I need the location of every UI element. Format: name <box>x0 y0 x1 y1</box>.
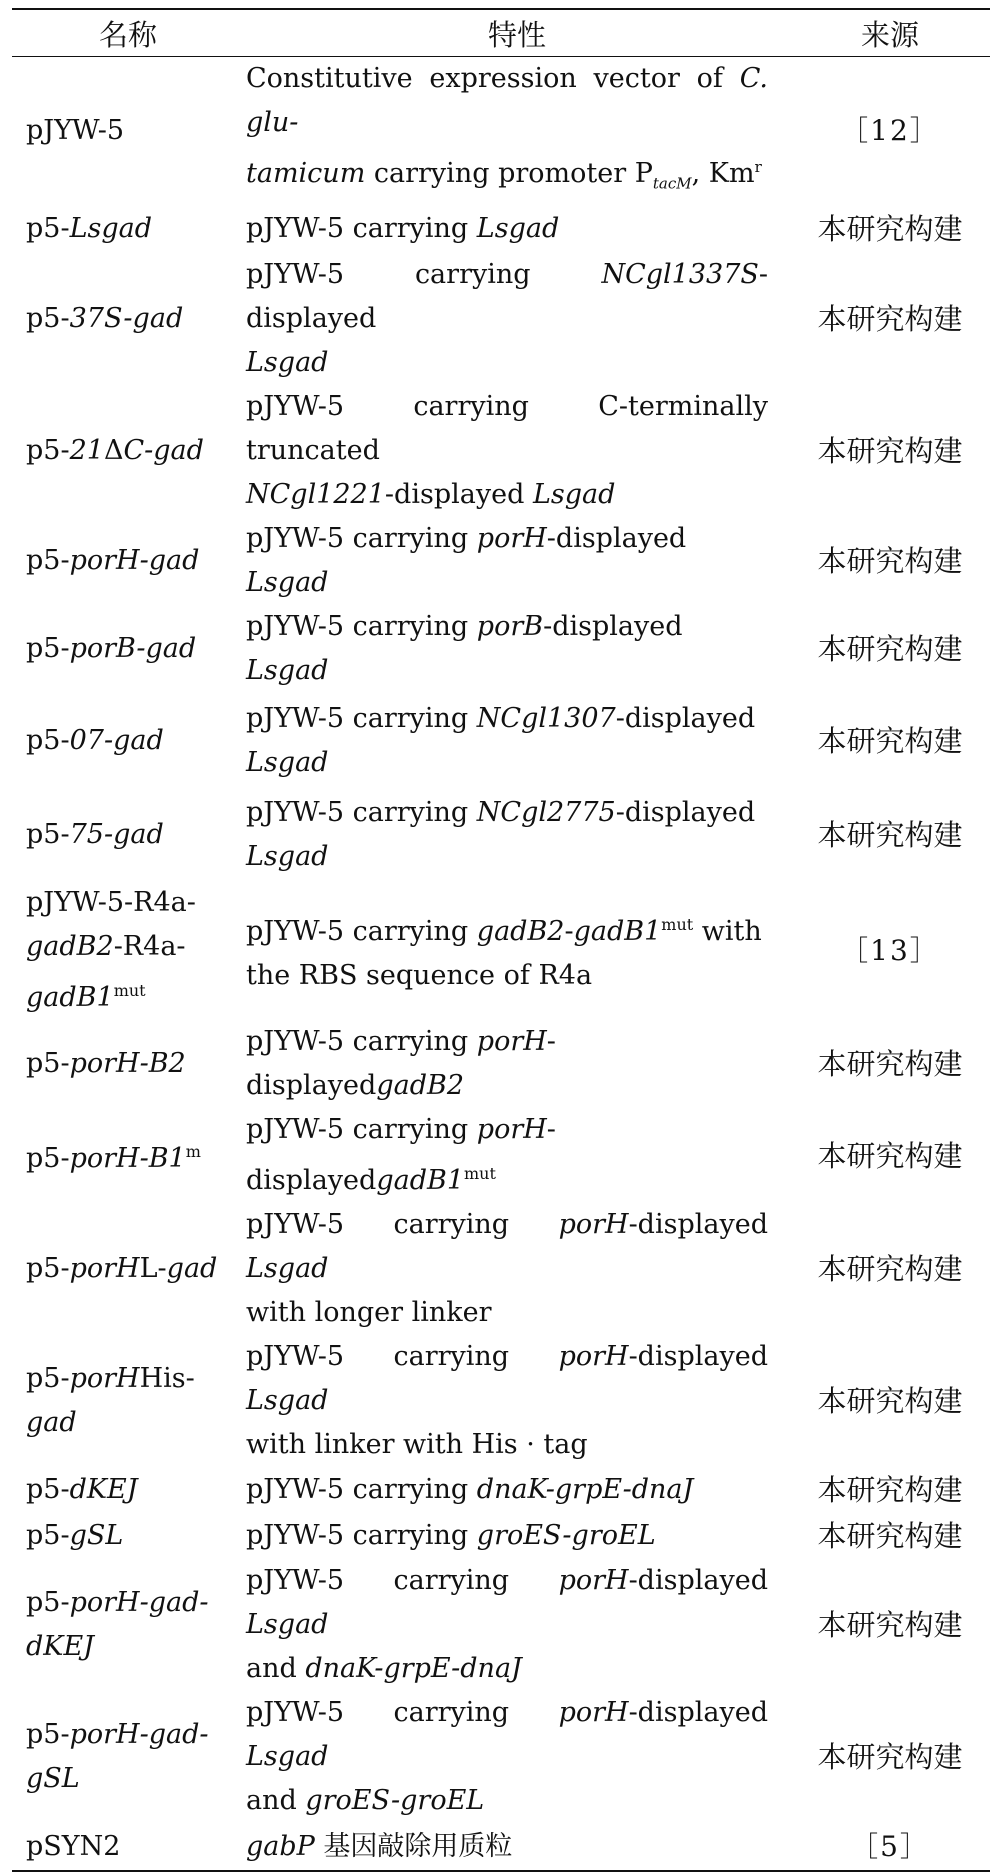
plasmid-name: p5-dKEJ <box>26 1474 138 1506</box>
plasmid-name: p5-porB-gad <box>26 633 197 665</box>
plasmid-name: p5-porH-gad <box>26 545 200 577</box>
plasmid-name: p5-porHL-gad <box>26 1253 218 1285</box>
plasmid-property: pJYW-5 carrying porH-displayedgadB2 <box>246 1026 556 1102</box>
table-row <box>12 1335 990 1467</box>
plasmid-name: p5-21ΔC-gad <box>26 435 204 467</box>
plasmid-source: ［13］ <box>840 933 940 967</box>
plasmid-property: pJYW-5 carrying porH-displayed Lsgad and groES-groEL <box>246 1697 768 1817</box>
table-row <box>12 789 990 881</box>
plasmid-source: ［12］ <box>840 114 940 148</box>
table-row <box>12 1823 990 1871</box>
table-row <box>12 881 990 1020</box>
table-row <box>12 1691 990 1823</box>
plasmid-source: ［5］ <box>850 1829 930 1863</box>
plasmid-property: pJYW-5 carrying porH-$displayedgadB1^{mut}$ <box>246 1114 556 1197</box>
table-row <box>12 385 990 517</box>
plasmid-source: 本研究构建 <box>817 1252 963 1287</box>
plasmid-source: 本研究构建 <box>817 434 963 469</box>
plasmid-name: pJYW-5 <box>26 115 125 147</box>
plasmid-table <box>12 8 990 1872</box>
table-row <box>12 1203 990 1335</box>
plasmid-property: Constitutive expression vector of C. glu- tamicum carrying promoter $P_{tacM}$, Km$^r$ <box>246 63 768 193</box>
plasmid-name: p5-75-gad <box>26 819 164 851</box>
plasmid-source: 本研究构建 <box>817 1608 963 1643</box>
table-row <box>12 205 990 253</box>
plasmid-source: 本研究构建 <box>817 1384 963 1419</box>
plasmid-source: 本研究构建 <box>817 1519 963 1554</box>
plasmid-property: pJYW-5 carrying NCgl1337S-displayed Lsgad <box>246 259 768 379</box>
table-row <box>12 253 990 385</box>
plasmid-source: 本研究构建 <box>817 544 963 579</box>
plasmid-source: 本研究构建 <box>817 302 963 337</box>
plasmid-table-container <box>12 8 990 1872</box>
plasmid-source: 本研究构建 <box>817 818 963 853</box>
plasmid-property: pJYW-5 carrying NCgl2775-displayed Lsgad <box>246 797 756 873</box>
plasmid-name: p5-porH-B1$^m$ <box>26 1142 201 1175</box>
plasmid-source: 本研究构建 <box>817 1740 963 1775</box>
plasmid-property: pJYW-5 carrying porH-displayed Lsgad with linker with His · tag <box>246 1341 768 1461</box>
table-row <box>12 693 990 789</box>
plasmid-source: 本研究构建 <box>817 1047 963 1082</box>
table-row <box>12 1513 990 1559</box>
table-row <box>12 1108 990 1203</box>
plasmid-property: gabP 基因敲除用质粒 <box>246 1830 513 1862</box>
plasmid-name: pSYN2 <box>26 1830 121 1862</box>
plasmid-name: p5-37S-gad <box>26 303 184 335</box>
table-row <box>12 517 990 605</box>
table-header-row <box>12 9 990 57</box>
table-row <box>12 1020 990 1108</box>
plasmid-name: p5-Lsgad <box>26 213 153 245</box>
plasmid-property: pJYW-5 carrying porH-displayed Lsgad with longer linker <box>246 1209 768 1329</box>
plasmid-name: p5-porH-gad- gSL <box>26 1719 209 1795</box>
plasmid-name: p5-porH-B2 <box>26 1048 186 1080</box>
header-source: 来源 <box>860 17 919 52</box>
plasmid-source: 本研究构建 <box>817 1138 963 1173</box>
plasmid-property: pJYW-5 carrying groES-groEL <box>246 1520 656 1552</box>
plasmid-source: 本研究构建 <box>817 724 963 759</box>
plasmid-name: pJYW-5-R4a- gadB2-R4a- $gadB1^{mut}$ <box>26 887 196 1014</box>
plasmid-name: p5-porHHis- gad <box>26 1363 195 1439</box>
plasmid-property: pJYW-5 carrying dnaK-grpE-dnaJ <box>246 1474 694 1506</box>
plasmid-source: 本研究构建 <box>817 632 963 667</box>
plasmid-name: p5-porH-gad- dKEJ <box>26 1587 209 1663</box>
plasmid-property: pJYW-5 carrying C-terminally truncated NCgl1221-displayed Lsgad <box>246 391 768 511</box>
plasmid-name: p5-gSL <box>26 1520 124 1552</box>
table-row <box>12 605 990 693</box>
plasmid-source: 本研究构建 <box>817 212 963 247</box>
plasmid-source: 本研究构建 <box>817 1473 963 1508</box>
plasmid-property: pJYW-5 carrying Lsgad <box>246 213 560 245</box>
table-row <box>12 57 990 206</box>
header-name: 名称 <box>98 17 157 52</box>
plasmid-property: pJYW-5 carrying porH-displayed Lsgad and dnaK-grpE-dnaJ <box>246 1565 768 1685</box>
plasmid-property: pJYW-5 carrying porB-displayed Lsgad <box>246 611 683 687</box>
plasmid-property: pJYW-5 carrying $gadB2-gadB1^{mut}$ with the RBS sequence of R4a <box>246 915 762 992</box>
header-property: 特性 <box>487 17 546 52</box>
plasmid-property: pJYW-5 carrying NCgl1307-displayed Lsgad <box>246 703 756 779</box>
plasmid-name: p5-07-gad <box>26 725 164 757</box>
plasmid-property: pJYW-5 carrying porH-displayed Lsgad <box>246 523 687 599</box>
table-row <box>12 1559 990 1691</box>
table-row <box>12 1467 990 1513</box>
